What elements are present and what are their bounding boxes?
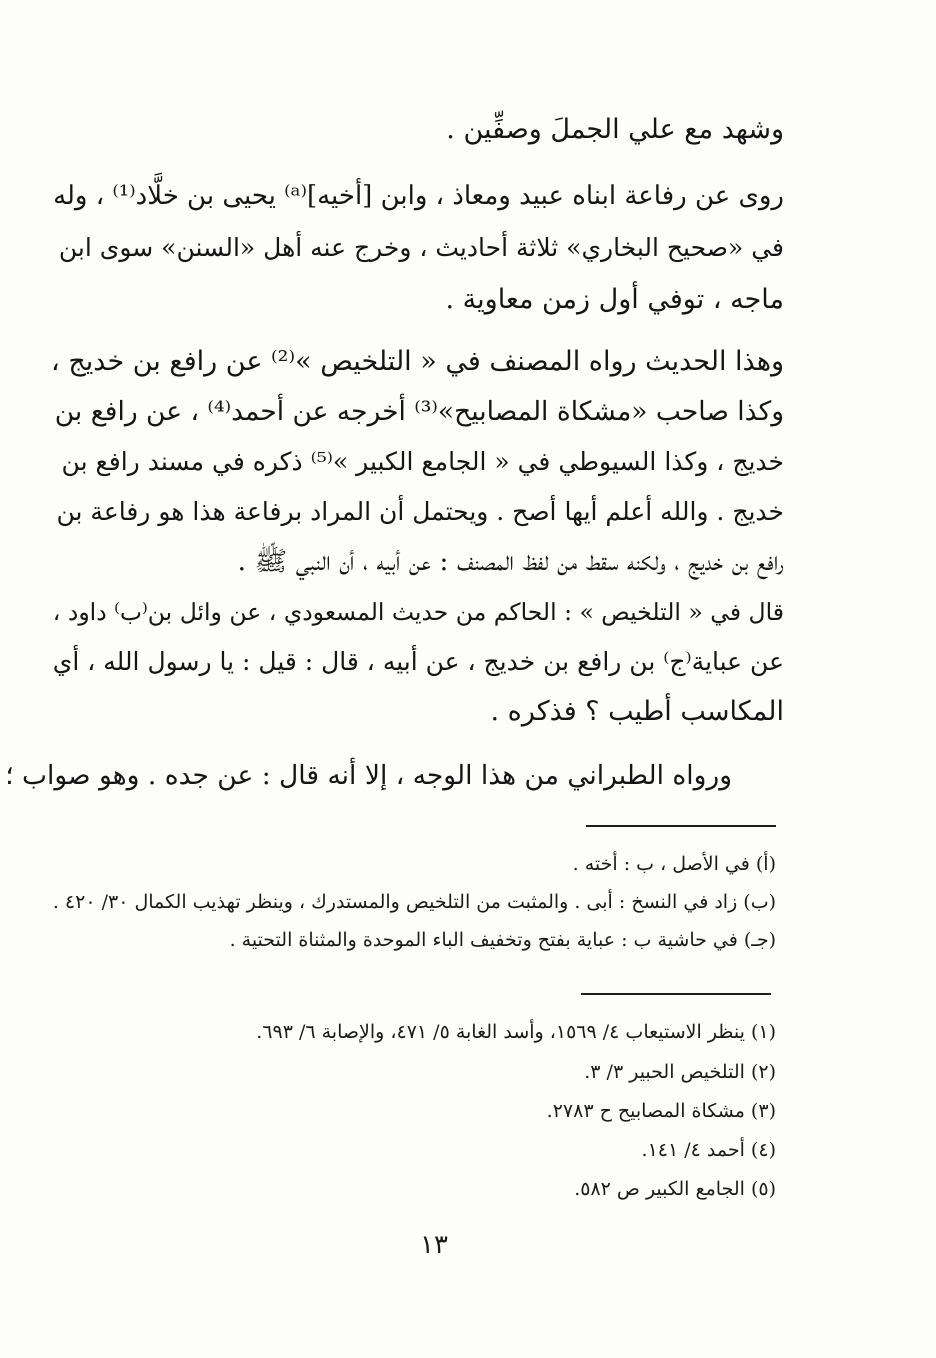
body-line-9: رافع بن خديج ، ولكنه سقط من لفظ المصنف : عن أبيه ، أن النبي ﷺ . (237, 546, 784, 577)
variant-note-3: (جـ) في حاشية ب : عباية بفتح وتخفيف الباء الموحدة والمثناة التحتية . (229, 929, 776, 951)
body-line-12: المكاسب أطيب ؟ فذكره . (490, 696, 784, 727)
body-line-8: خديج . والله أعلم أيها أصح . ويحتمل أن المراد برفاعة هذا هو رفاعة بن (56, 497, 784, 526)
body-line-6: وكذا صاحب «مشكاة المصابيح»⁽³⁾ أخرجه عن أحمد⁽⁴⁾ ، عن رافع بن (54, 396, 784, 427)
footnote-divider-references (581, 993, 771, 995)
body-line-1: وشهد مع علي الجملَ وصفِّين . (446, 114, 784, 145)
body-line-13: ورواه الطبراني من هذا الوجه ، إلا أنه قال : عن جده . وهو صواب ؛ (5, 760, 732, 791)
reference-note-4: (٤) أحمد ٤/ ١٤١. (641, 1139, 776, 1161)
variant-note-2: (ب) زاد في النسخ : أبى . والمثبت من التلخيص والمستدرك ، وينظر تهذيب الكمال ٣٠/ ٤٢٠ . (52, 891, 776, 913)
reference-note-5: (٥) الجامع الكبير ص ٥٨٢. (574, 1178, 776, 1200)
body-line-5: وهذا الحديث رواه المصنف في « التلخيص »⁽²⁾ عن رافع بن خديج ، (51, 346, 784, 377)
reference-note-3: (٣) مشكاة المصابيح ح ٢٧٨٣. (546, 1100, 776, 1122)
body-line-11: عن عباية⁽ج⁾ بن رافع بن خديج ، عن أبيه ، قال : قيل : يا رسول الله ، أي (52, 647, 784, 676)
body-line-2: روى عن رفاعة ابناه عبيد ومعاذ ، وابن [أخيه]⁽ᵃ⁾ يحيى بن خلَّاد⁽¹⁾ ، وله (53, 181, 784, 211)
page-number: ١٣ (420, 1230, 448, 1260)
body-line-7: خديج ، وكذا السيوطي في « الجامع الكبير »⁽⁵⁾ ذكره في مسند رافع بن (61, 447, 784, 476)
body-line-4: ماجه ، توفي أول زمن معاوية . (445, 284, 784, 315)
body-line-10: قال في « التلخيص » : الحاكم من حديث المسعودي ، عن وائل بن⁽ب⁾ داود ، (52, 598, 784, 626)
reference-note-1: (١) ينظر الاستيعاب ٤/ ١٥٦٩، وأسد الغابة ٥/ ٤٧١، والإصابة ٦/ ٦٩٣. (256, 1021, 776, 1043)
body-line-3: في «صحيح البخاري» ثلاثة أحاديث ، وخرج عنه أهل «السنن» سوى ابن (58, 233, 784, 262)
variant-note-1: (أ) في الأصل ، ب : أخته . (572, 853, 776, 875)
footnote-divider-variants (586, 825, 776, 827)
reference-note-2: (٢) التلخيص الحبير ٣/ ٣. (584, 1061, 776, 1083)
